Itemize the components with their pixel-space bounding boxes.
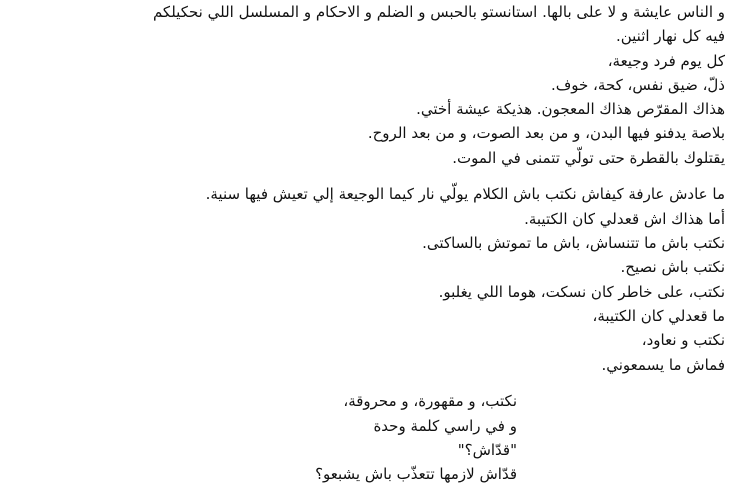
text-line: نكتب، و مقهورة، و محروقة، — [343, 392, 517, 410]
text-line: نكتب باش نصيح. — [620, 258, 725, 276]
text-line: نكتب باش ما تتنساش، باش ما تموتش بالساكتى. — [422, 234, 725, 252]
text-line: نكتب، على خاطر كان نسكت، هوما اللي يغلبو. — [438, 283, 725, 301]
text-line: فيه كل نهار اثنين. — [615, 27, 725, 45]
text-line: بلاصة يدفنو فيها البدن، و من بعد الصوت، و من بعد الروح. — [367, 124, 725, 142]
text-line: و في راسي كلمة وحدة — [373, 417, 517, 435]
text-line: أما هذاك اش قعدلي كان الكتيبة. — [524, 210, 725, 228]
text-line: ما عادش عارفة كيفاش نكتب باش الكلام يولّي نار كيما الوجيعة إلي تعيش فيها سنية. — [205, 185, 725, 203]
text-line: هذاك المقرّص هذاك المعجون. هذيكة عيشة أختي. — [416, 100, 725, 118]
text-line: ما قعدلي كان الكتيبة، — [592, 307, 725, 325]
text-line: يقتلوك بالقطرة حتى تولّي تتمنى في الموت. — [452, 149, 725, 167]
text-line: فماش ما يسمعوني. — [601, 356, 725, 374]
text-line: نكتب و نعاود، — [641, 331, 725, 349]
text-line: و الناس عايشة و لا على بالها. استانستو بالحبس و الضلم و الاحكام و المسلسل اللي نحكيلكم — [152, 3, 725, 21]
text-line: ذلّ، ضيق نفس، كحة، خوف. — [550, 76, 725, 94]
text-line: كل يوم فرد وجيعة، — [607, 52, 725, 70]
text-line: قدّاش لازمها تتعذّب باش يشبعو؟ — [315, 465, 517, 483]
text-line: "قدّاش؟" — [457, 441, 517, 459]
